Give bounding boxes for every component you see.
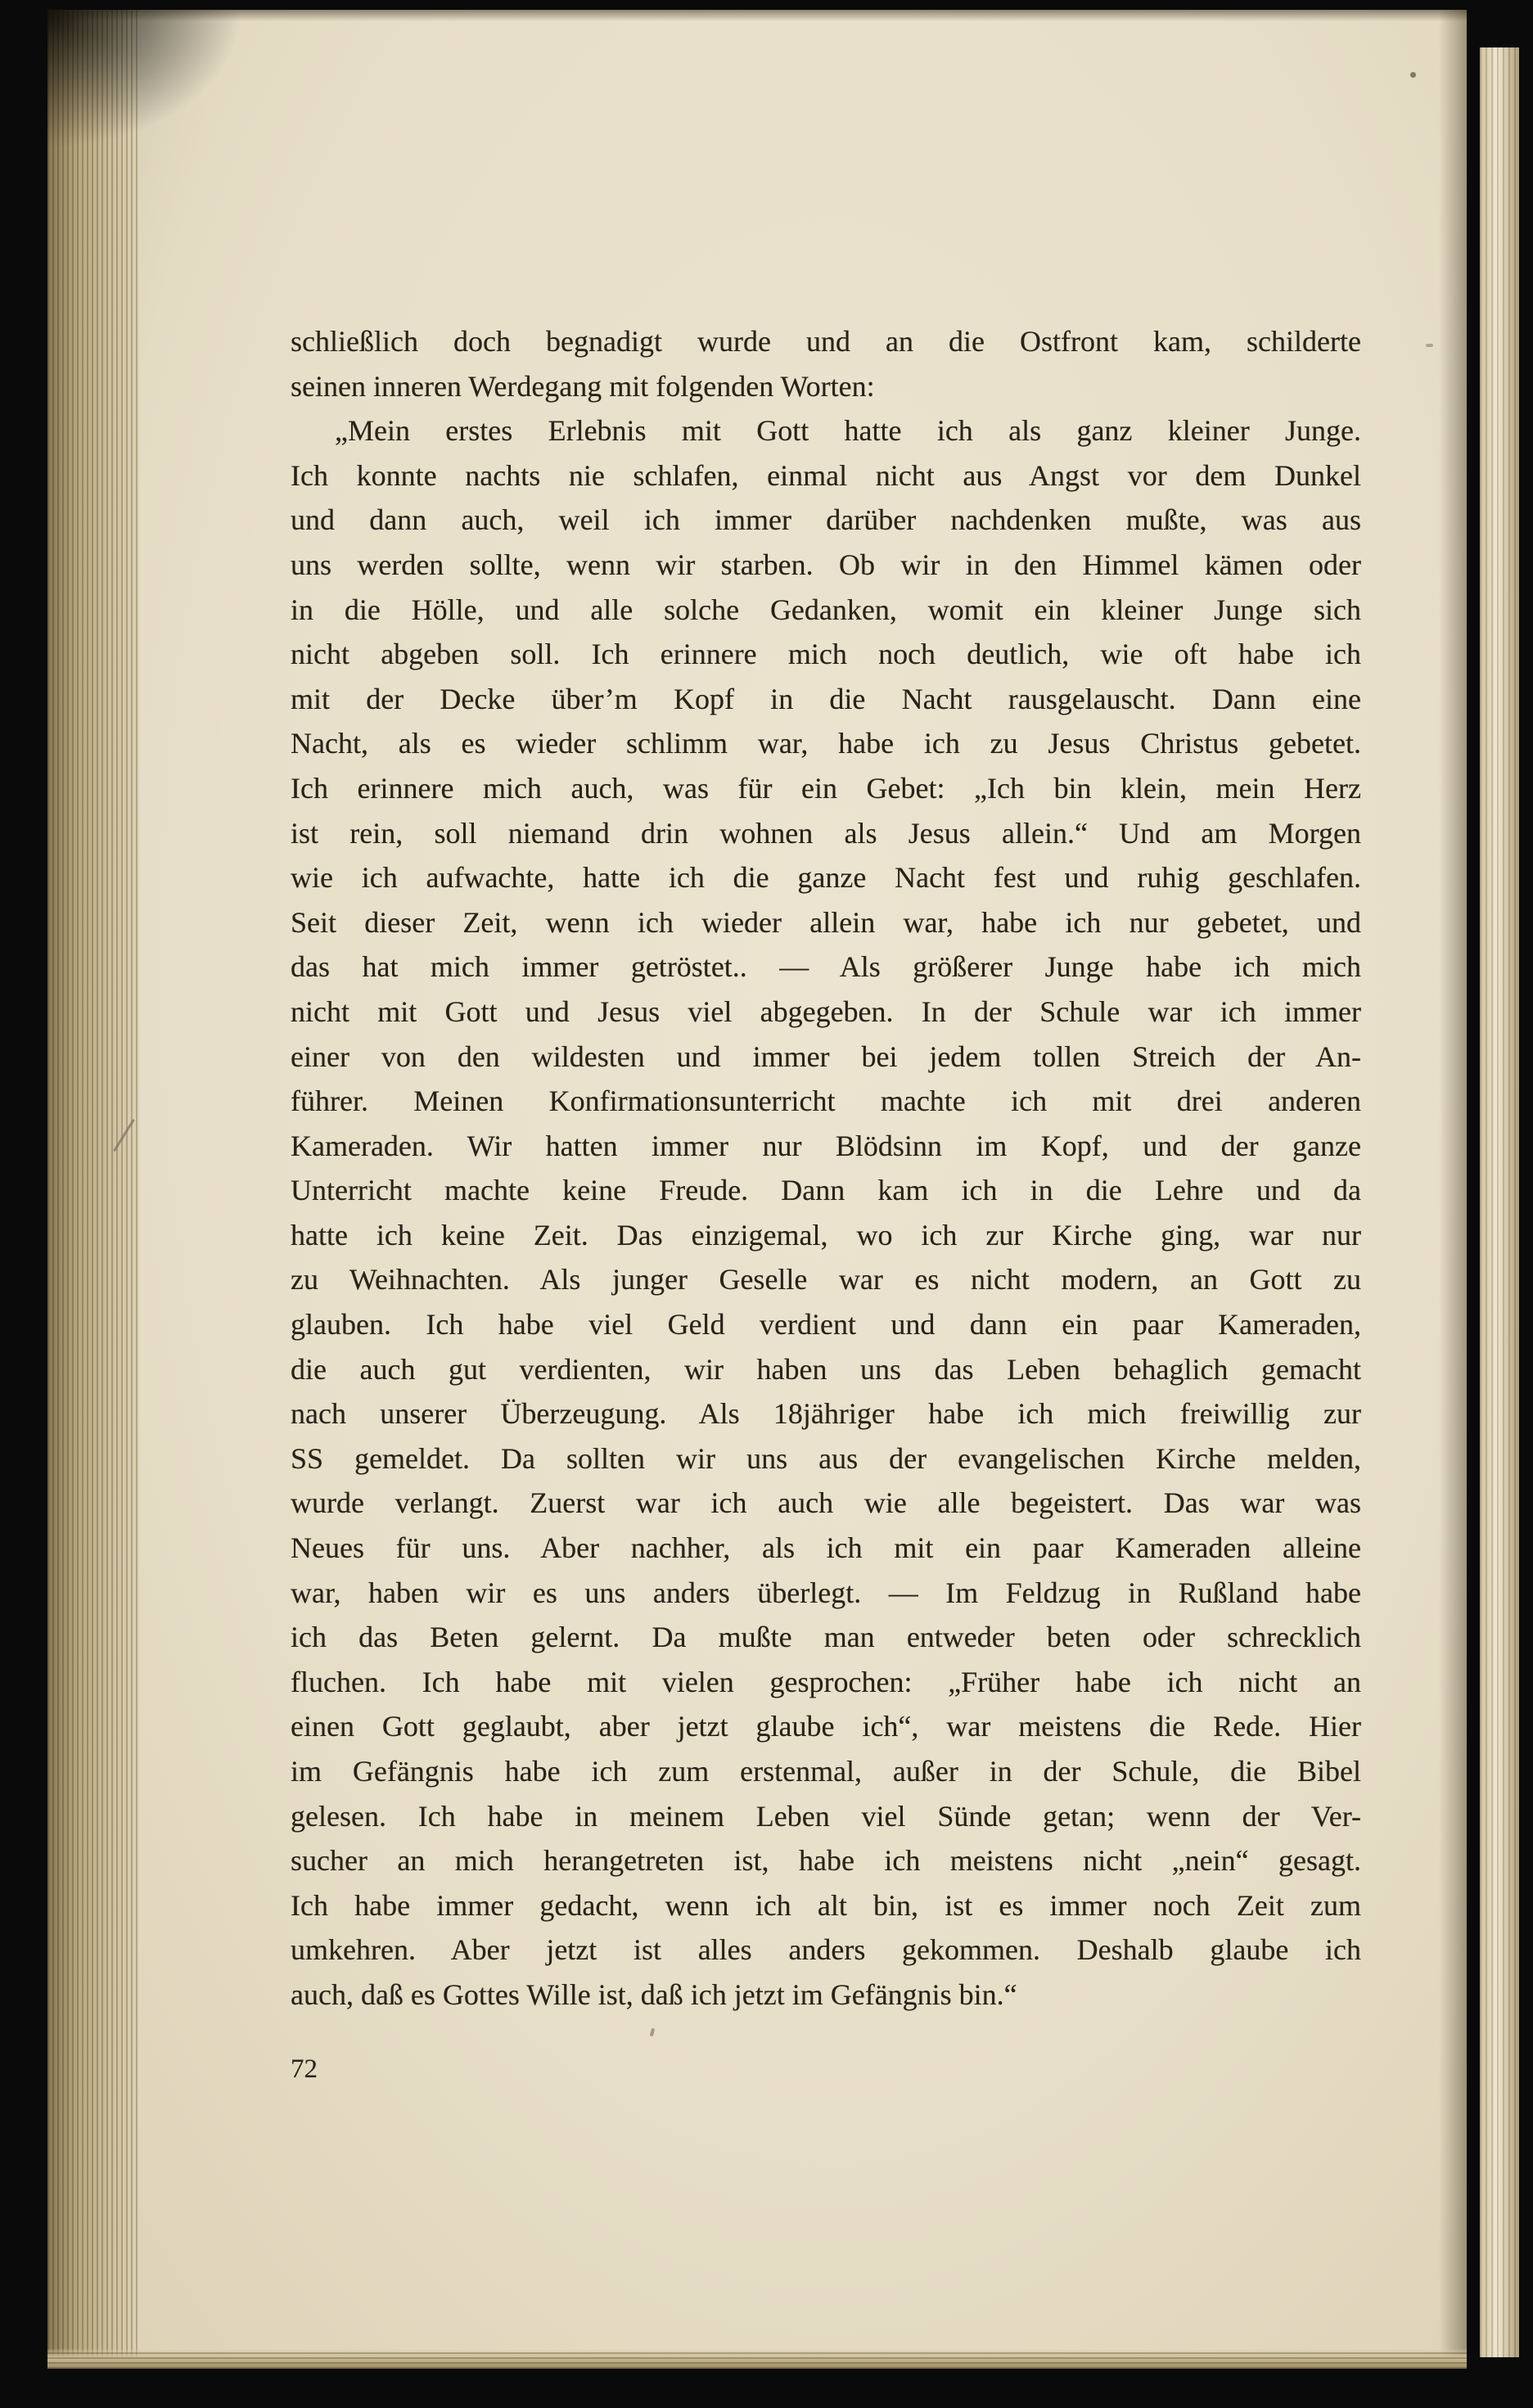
text-line: führer. Meinen Konfirmationsunterricht machte ich mit drei anderen [291,1085,1361,1118]
text-line: und dann auch, weil ich immer darüber nachdenken mußte, was aus [291,503,1361,537]
text-line: hatte ich keine Zeit. Das einzigemal, wo ich zur Kirche ging, war nur [291,1218,1361,1251]
text-line: SS gemeldet. Da sollten wir uns aus der evangelischen Kirche melden, [291,1441,1361,1475]
next-page-edge [1480,47,1519,2357]
text-line: einer von den wildesten und immer bei jedem tollen Streich der An- [291,1039,1361,1073]
text-line: Seit dieser Zeit, wenn ich wieder allein war, habe ich nur gebetet, und [291,905,1361,939]
text-line: seinen inneren Werdegang mit folgenden Worten: [291,369,875,403]
text-line: sucher an mich herangetreten ist, habe ich meistens nicht „nein“ gesagt. [291,1844,1361,1878]
ink-speck [1426,344,1433,347]
book-page [47,10,1467,2369]
text-line: Unterricht machte keine Freude. Dann kam ich in die Lehre und da [291,1174,1361,1207]
text-line: nach unserer Überzeugung. Als 18jähriger habe ich mich freiwillig zur [291,1397,1361,1431]
text-line: im Gefängnis habe ich zum erstenmal, außer in der Schule, die Bibel [291,1755,1361,1788]
right-edge-shadow [1439,10,1467,2369]
text-line: fluchen. Ich habe mit vielen gesprochen: „Früher habe ich nicht an [291,1665,1361,1698]
page-stack-fore-edge [47,10,139,2369]
text-line: wie ich aufwachte, hatte ich die ganze Nacht fest und ruhig geschlafen. [291,861,1361,895]
text-line: die auch gut verdienten, wir haben uns das Leben behaglich gemacht [291,1352,1361,1386]
text-line: Neues für uns. Aber nachher, als ich mit ein paar Kameraden alleine [291,1531,1361,1565]
text-line: umkehren. Aber jetzt ist alles anders gekommen. Deshalb glaube ich [291,1933,1361,1967]
top-edge-shadow [47,10,1467,21]
text-line: Nacht, als es wieder schlimm war, habe ich zu Jesus Christus gebetet. [291,727,1361,760]
page-number: 72 [291,2054,318,2084]
text-line: wurde verlangt. Zuerst war ich auch wie alle begeistert. Das war was [291,1486,1361,1520]
text-line: „Mein erstes Erlebnis mit Gott hatte ich als ganz kleiner Junge. [335,414,1361,448]
text-line: zu Weihnachten. Als junger Geselle war es nicht modern, an Gott zu [291,1263,1361,1296]
text-line: das hat mich immer getröstet.. — Als größerer Junge habe ich mich [291,950,1361,984]
text-line: einen Gott geglaubt, aber jetzt glaube ich“, war meistens die Rede. Hier [291,1710,1361,1743]
text-block [291,319,1361,2018]
text-line: nicht mit Gott und Jesus viel abgegeben. In der Schule war ich immer [291,994,1361,1028]
ink-speck [1410,72,1416,78]
text-line: Ich habe immer gedacht, wenn ich alt bin, ist es immer noch Zeit zum [291,1888,1361,1922]
text-line: auch, daß es Gottes Wille ist, daß ich jetzt im Gefängnis bin.“ [291,1977,1017,2011]
text-line: gelesen. Ich habe in meinem Leben viel Sünde getan; wenn der Ver- [291,1799,1361,1833]
text-line: Ich konnte nachts nie schlafen, einmal nicht aus Angst vor dem Dunkel [291,458,1361,492]
text-line: uns werden sollte, wenn wir starben. Ob wir in den Himmel kämen oder [291,548,1361,581]
text-line: ich das Beten gelernt. Da mußte man entweder beten oder schrecklich [291,1621,1361,1654]
top-left-corner-shadow [47,10,244,149]
text-line: nicht abgeben soll. Ich erinnere mich noch deutlich, wie oft habe ich [291,638,1361,671]
text-line: war, haben wir es uns anders überlegt. — Im Feldzug in Rußland habe [291,1576,1361,1609]
text-line: ist rein, soll niemand drin wohnen als Jesus allein.“ Und am Morgen [291,816,1361,850]
text-line: Kameraden. Wir hatten immer nur Blödsinn im Kopf, und der ganze [291,1129,1361,1162]
text-line: schließlich doch begnadigt wurde und an die Ostfront kam, schilderte [291,325,1361,358]
ink-speck [650,2028,655,2037]
bottom-page-stack-edge [47,2349,1467,2369]
text-line: in die Hölle, und alle solche Gedanken, womit ein kleiner Junge sich [291,593,1361,626]
text-line: glauben. Ich habe viel Geld verdient und dann ein paar Kameraden, [291,1308,1361,1342]
text-line: mit der Decke über’m Kopf in die Nacht rausgelauscht. Dann eine [291,682,1361,715]
text-line: Ich erinnere mich auch, was für ein Gebet: „Ich bin klein, mein Herz [291,771,1361,805]
